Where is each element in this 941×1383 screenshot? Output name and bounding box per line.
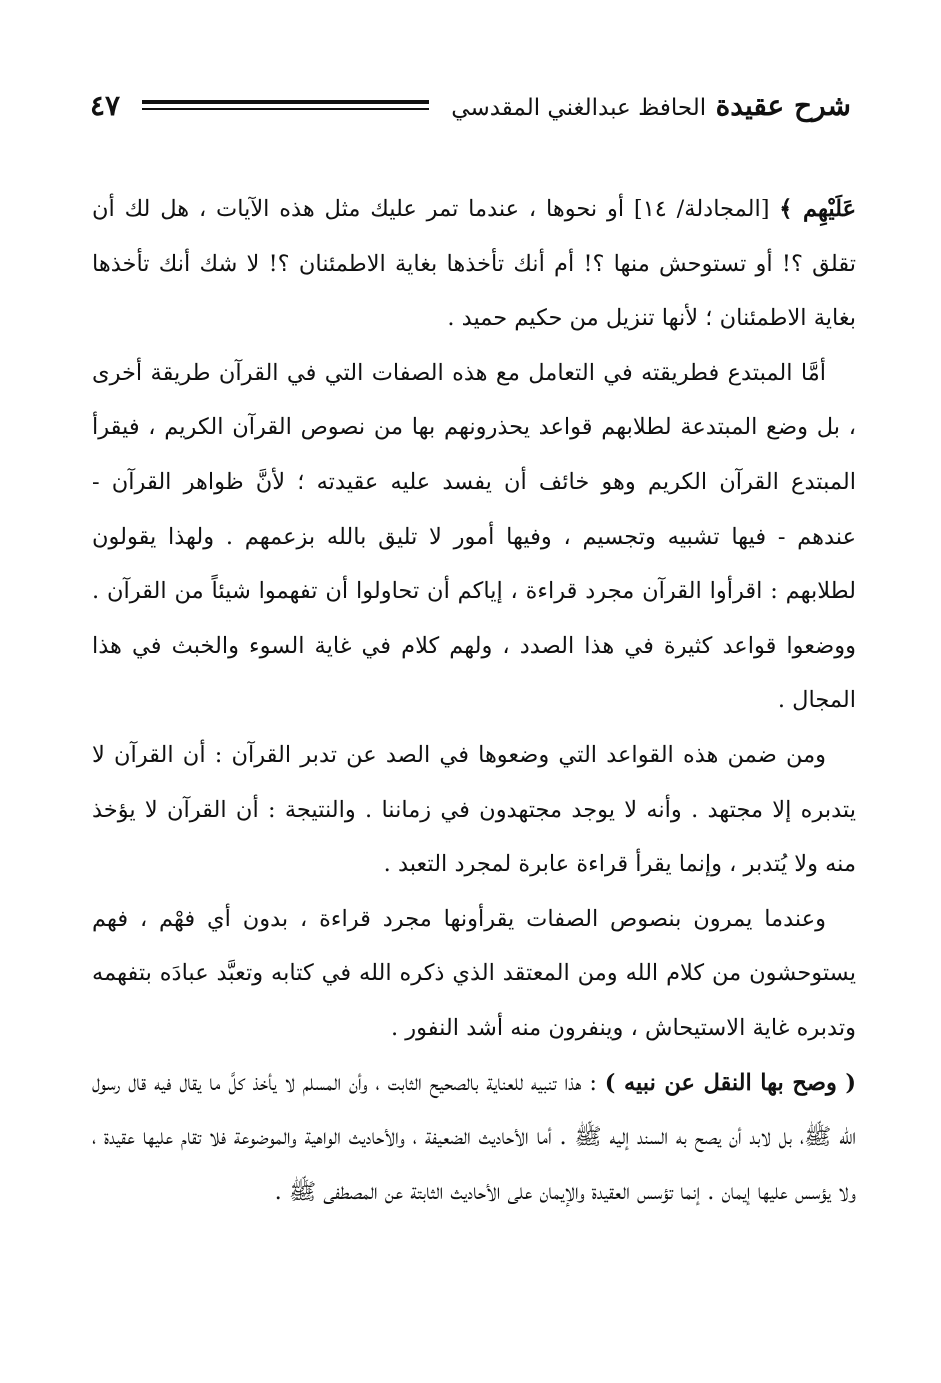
body-text — [92, 182, 856, 1219]
paragraph-2 — [92, 346, 856, 728]
page-number: ٤٧ — [90, 88, 121, 122]
paragraph-5-text: : هذا تنبيه للعناية بالصحيح الثابت ، وأن المسلم لا يأخذ كلَّ ما يقال فيه قال رسول الله ﷺ، بل لابد أن يصح به السند إليه ﷺ . أما الأحاديث الضعيفة ، والأحاديث الواهية والموضوعة فلا تقام عليها عقيدة ، ولا يؤسس عليها إيمان . إنما تؤسس العقيدة والإيمان على الأحاديث الثابتة عن المصطفى ﷺ . — [92, 1069, 856, 1205]
quran-quote-tail: عَلَيْهِم ﴾ — [779, 196, 856, 222]
paragraph-3-text: ومن ضمن هذه القواعد التي وضعوها في الصد عن تدبر القرآن : أن القرآن لا يتدبره إلا مجتهد . وأنه لا يوجد مجتهدون في زماننا . والنتيجة : أن القرآن لا يؤخذ منه ولا يُتدبر ، وإنما يقرأ قراءة عابرة لمجرد التعبد . — [92, 741, 856, 878]
running-header — [90, 80, 851, 130]
header-rule — [142, 100, 429, 110]
paragraph-4-text: وعندما يمرون بنصوص الصفات يقرأونها مجرد قراءة ، بدون أي فهْم ، فهم يستوحشون من كلام الله ومن المعتقد الذي ذكره الله في كتابه وتعبَّد عبادَه بتفهمه وتدبره غاية الاستيحاش ، وينفرون منه أشد النفور . — [92, 905, 856, 1041]
paragraph-1 — [92, 182, 856, 346]
header-title — [451, 89, 851, 122]
paragraph-3 — [92, 728, 856, 892]
paragraph-5 — [92, 1056, 856, 1220]
paragraph-4 — [92, 892, 856, 1056]
matn-heading: ( وصح بها النقل عن نبيه ) — [604, 1069, 856, 1096]
header-title-bold: شرح عقيدة — [715, 88, 851, 122]
paragraph-2-text: أمَّا المبتدع فطريقته في التعامل مع هذه الصفات التي في القرآن طريقة أخرى ، بل وضع المبتدعة لطلابهم قواعد يحذرونهم بها من نصوص القرآن الكريم ، فيقرأ المبتدع القرآن الكريم وهو خائف أن يفسد عليه عقيدته ؛ لأنَّ ظواهر القرآن - عندهم - فيها تشبيه وتجسيم ، وفيها أمور لا تليق بالله بزعمهم . ولهذا يقولون لطلابهم : اقرأوا القرآن مجرد قراءة ، إياكم أن تحاولوا أن تفهموا شيئاً من القرآن . ووضعوا قواعد كثيرة في هذا الصدد ، ولهم كلام في غاية السوء والخبث في هذا المجال . — [92, 359, 856, 714]
header-title-rest: الحافظ عبدالغني المقدسي — [451, 94, 707, 121]
paragraph-1-text: [المجادلة/ ١٤] أو نحوها ، عندما تمر عليك مثل هذه الآيات ، هل لك أن تقلق ؟! أو تستوحش منها ؟! أم أنك تأخذها بغاية الاطمئنان ؟! لا شك أنك تأخذها بغاية الاطمئنان ؛ لأنها تنزيل من حكيم حميد . — [92, 196, 856, 332]
